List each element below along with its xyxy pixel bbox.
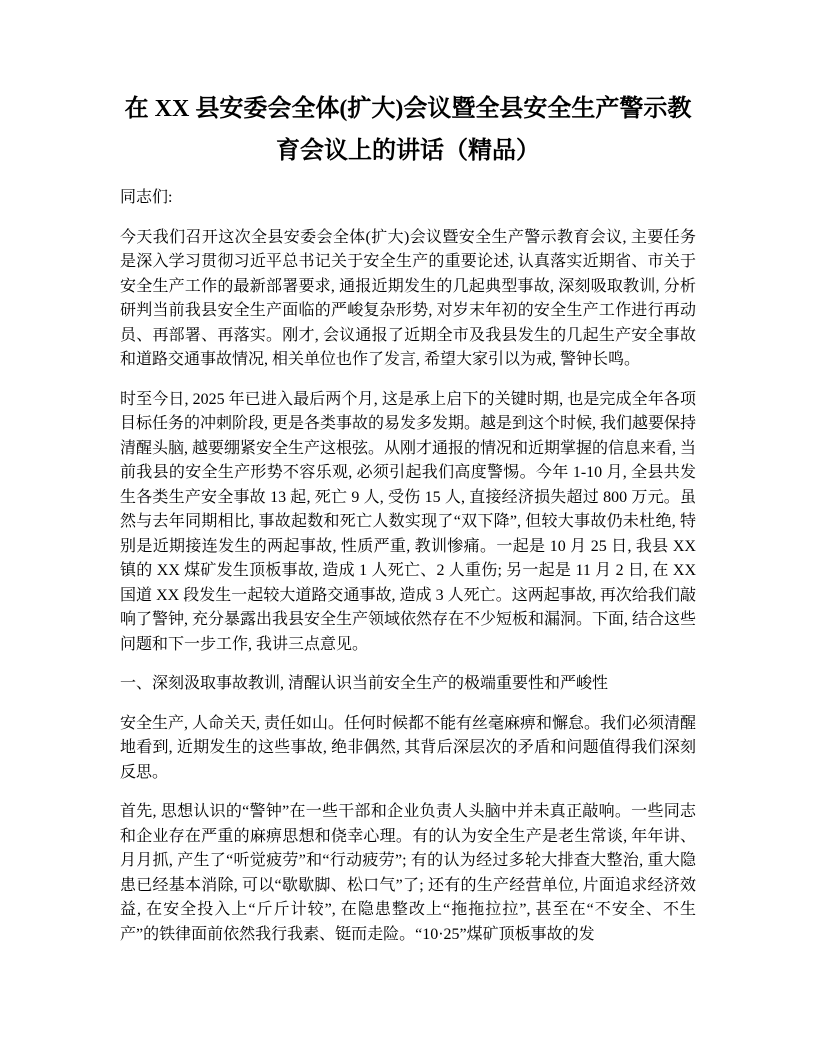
salutation: 同志们: — [120, 189, 173, 206]
document-title: 在 XX 县安委会全体(扩大)会议暨全县安全生产警示教育会议上的讲话（精品） — [124, 96, 692, 164]
paragraph-situation-analysis: 时至今日, 2025 年已进入最后两个月, 这是承上启下的关键时期, 也是完成全年各项目标任务的冲刺阶段, 更是各类事故的易发多发期。越是到这个时候, 我们越要保持清醒头脑, 越要绷紧安全生产这根弦。从刚才通报的情况和近期掌握的信息来看, 当前我县的安全生产形势不容乐观, 必须引起我们高度警惕。今年 1-10 月, 全县共发生各类生产安全事故 13 起, 死亡 9 人, 受伤 15 人, 直接经济损失超过 800 万元。虽然与去年同期相比, 事故起数和死亡人数实现了“双下降”, 但较大事故仍未杜绝, 特别是近期接连发生的两起事故, 性质严重, 教训惨痛。一起是 10 月 25 日, 我县 XX 镇的 XX 煤矿发生顶板事故, 造成 1 人死亡、2 人重伤; 另一起是 11 月 2 日, 在 XX 国道 XX 段发生一起较大道路交通事故, 造成 3 人死亡。这两起事故, 再次给我们敲响了警钟, 充分暴露出我县安全生产领域依然存在不少短板和漏洞。下面, 结合这些问题和下一步工作, 我讲三点意见。 — [120, 390, 697, 653]
paragraph-ideological-awareness: 首先, 思想认识的“警钟”在一些干部和企业负责人头脑中并未真正敲响。一些同志和企业存在严重的麻痹思想和侥幸心理。有的认为安全生产是老生常谈, 年年讲、月月抓, 产生了“听觉疲劳”和“行动疲劳”; 有的认为经过多轮大排查大整治, 重大隐患已经基本消除, 可以“歇歇脚、松口气”了; 还有的生产经营单位, 片面追求经济效益, 在安全投入上“斤斤计较”, 在隐患整改上“拖拖拉拉”, 甚至在“不安全、不生产”的铁律面前依然我行我素、铤而走险。“10·25”煤矿顶板事故的发 — [120, 803, 696, 943]
paragraph-safety-responsibility: 安全生产, 人命关天, 责任如山。任何时候都不能有丝毫麻痹和懈怠。我们必须清醒地看到, 近期发生的这些事故, 绝非偶然, 其背后深层次的矛盾和问题值得我们深刻反思。 — [120, 714, 697, 781]
paragraph-opening: 今天我们召开这次全县安委会全体(扩大)会议暨安全生产警示教育会议, 主要任务是深入学习贯彻习近平总书记关于安全生产的重要论述, 认真落实近期省、市关于安全生产工作的最新部署要求, 通报近期发生的几起典型事故, 深刻吸取教训, 分析研判当前我县安全生产面临的严峻复杂形势, 对岁末年初的安全生产工作进行再动员、再部署、再落实。刚才, 会议通报了近期全市及我县发生的几起生产安全事故和道路交通事故情况, 相关单位也作了发言, 希望大家引以为戒, 警钟长鸣。 — [120, 228, 696, 368]
section-heading-1: 一、深刻汲取事故教训, 清醒认识当前安全生产的极端重要性和严峻性 — [120, 675, 609, 692]
